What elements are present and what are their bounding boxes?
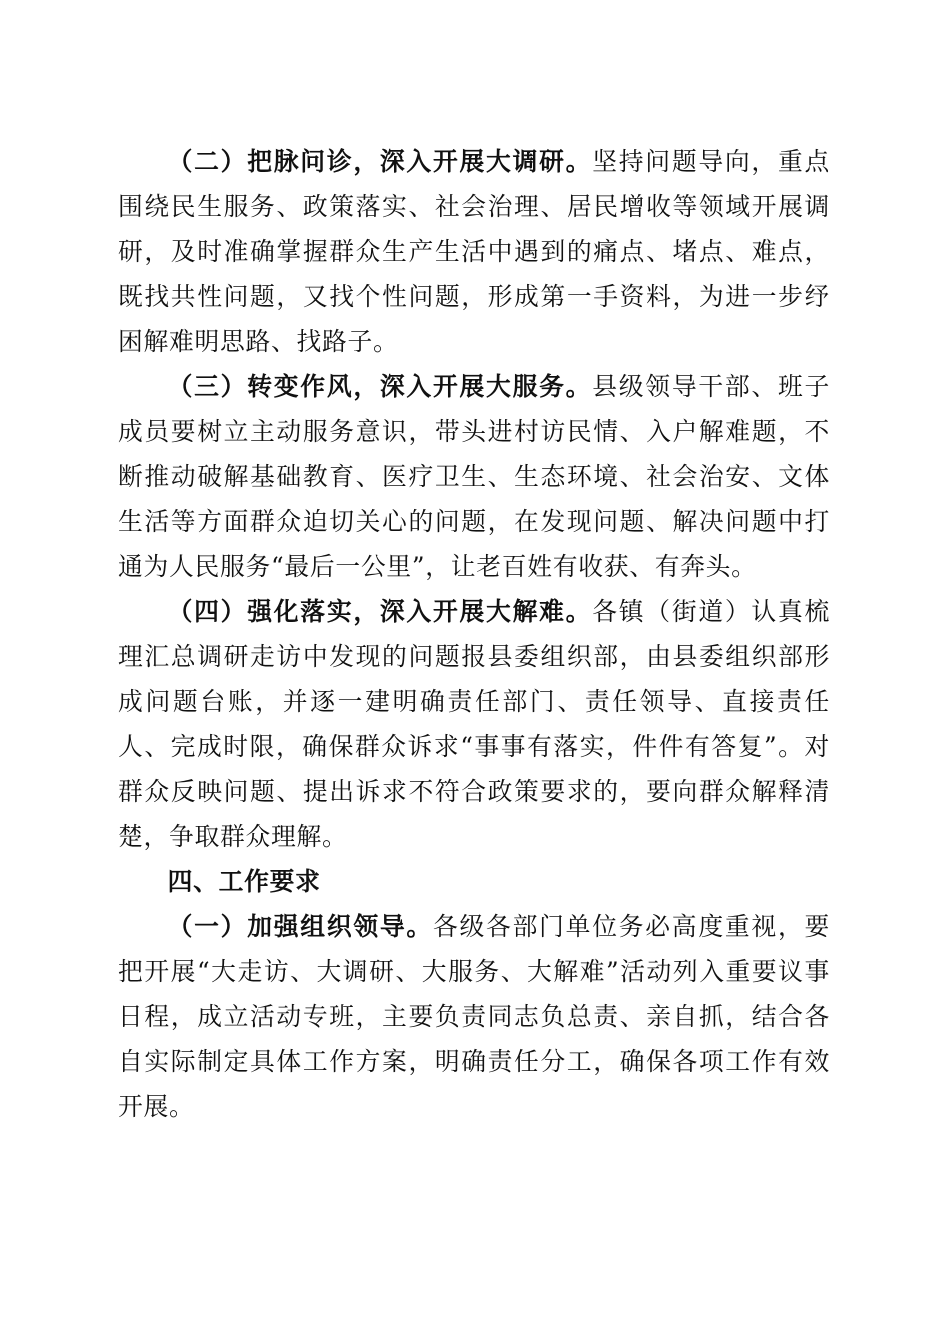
paragraph-organization — [118, 904, 830, 1129]
paragraph-investigation — [118, 139, 830, 364]
paragraph-problem-solving — [118, 589, 830, 859]
paragraph-lead: （一）加强组织领导。 — [167, 912, 433, 941]
paragraph-service — [118, 364, 830, 589]
paragraph-text: 县级领导干部、班子成员要树立主动服务意识，带头进村访民情、入户解难题，不断推动破解基础教育、医疗卫生、生态环境、社会治安、文体生活等方面群众迫切关心的问题，在发现问题、解决问题中打通为人民服务“最后一公里”，让老百姓有收获、有奔头。 — [118, 372, 830, 581]
document-body — [118, 139, 830, 1129]
paragraph-lead: （三）转变作风，深入开展大服务。 — [167, 372, 593, 401]
paragraph-lead: （二）把脉问诊，深入开展大调研。 — [167, 147, 593, 176]
paragraph-text: 各镇（街道）认真梳理汇总调研走访中发现的问题报县委组织部，由县委组织部形成问题台账，并逐一建明确责任部门、责任领导、直接责任人、完成时限，确保群众诉求“事事有落实，件件有答复”。对群众反映问题、提出诉求不符合政策要求的，要向群众解释清楚，争取群众理解。 — [118, 597, 830, 851]
paragraph-text: 坚持问题导向，重点围绕民生服务、政策落实、社会治理、居民增收等领域开展调研，及时准确掌握群众生产生活中遇到的痛点、堵点、难点，既找共性问题，又找个性问题，形成第一手资料，为进一步纾困解难明思路、找路子。 — [118, 147, 830, 356]
section-heading: 四、工作要求 — [167, 867, 321, 896]
paragraph-text: 各级各部门单位务必高度重视，要把开展“大走访、大调研、大服务、大解难”活动列入重要议事日程，成立活动专班，主要负责同志负总责、亲自抓，结合各自实际制定具体工作方案，明确责任分工，确保各项工作有效开展。 — [118, 912, 830, 1121]
paragraph-lead: （四）强化落实，深入开展大解难。 — [167, 597, 593, 626]
